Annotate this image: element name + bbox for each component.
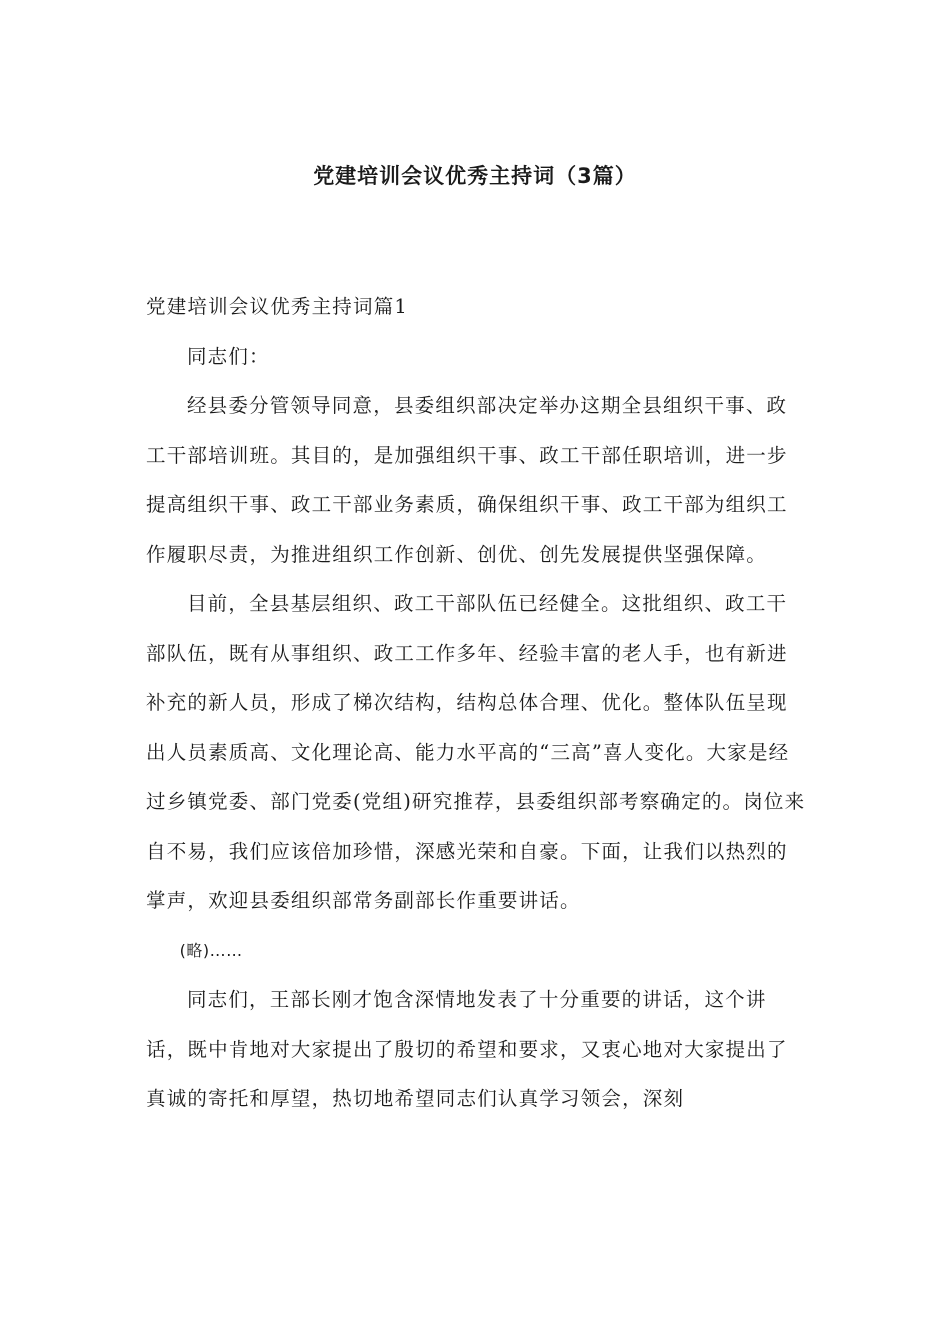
- paragraph-salutation: 同志们：: [186, 344, 270, 368]
- paragraph-purpose: 经县委分管领导同意，县委组织部决定举办这期全县组织干事、政工干部培训班。其目的，是加强组织干事、政工干部任职培训，进一步提高组织干事、政工干部业务素质，确保组织干事、政工干部为组织工作履职尽责，为推进组织工作创新、创优、创先发展提供坚强保障。: [146, 394, 788, 566]
- document-body: [146, 282, 806, 1124]
- document-title: 党建培训会议优秀主持词（3篇）: [313, 164, 637, 188]
- section-heading: 党建培训会议优秀主持词篇1: [146, 295, 409, 318]
- paragraph-omitted-note: (略)……: [179, 940, 243, 960]
- paragraph-closing: 同志们，王部长刚才饱含深情地发表了十分重要的讲话，这个讲话，既中肯地对大家提出了殷切的希望和要求，又衷心地对大家提出了真诚的寄托和厚望，热切地希望同志们认真学习领会，深刻: [146, 988, 788, 1110]
- paragraph-team-status: 目前，全县基层组织、政工干部队伍已经健全。这批组织、政工干部队伍，既有从事组织、政工工作多年、经验丰富的老人手，也有新进补充的新人员，形成了梯次结构，结构总体合理、优化。整体队伍呈现出人员素质高、文化理论高、能力水平高的“三高”喜人变化。大家是经过乡镇党委、部门党委(党组)研究推荐，县委组织部考察确定的。岗位来自不易，我们应该倍加珍惜，深感光荣和自豪。下面，让我们以热烈的掌声，欢迎县委组织部常务副部长作重要讲话。: [146, 592, 806, 912]
